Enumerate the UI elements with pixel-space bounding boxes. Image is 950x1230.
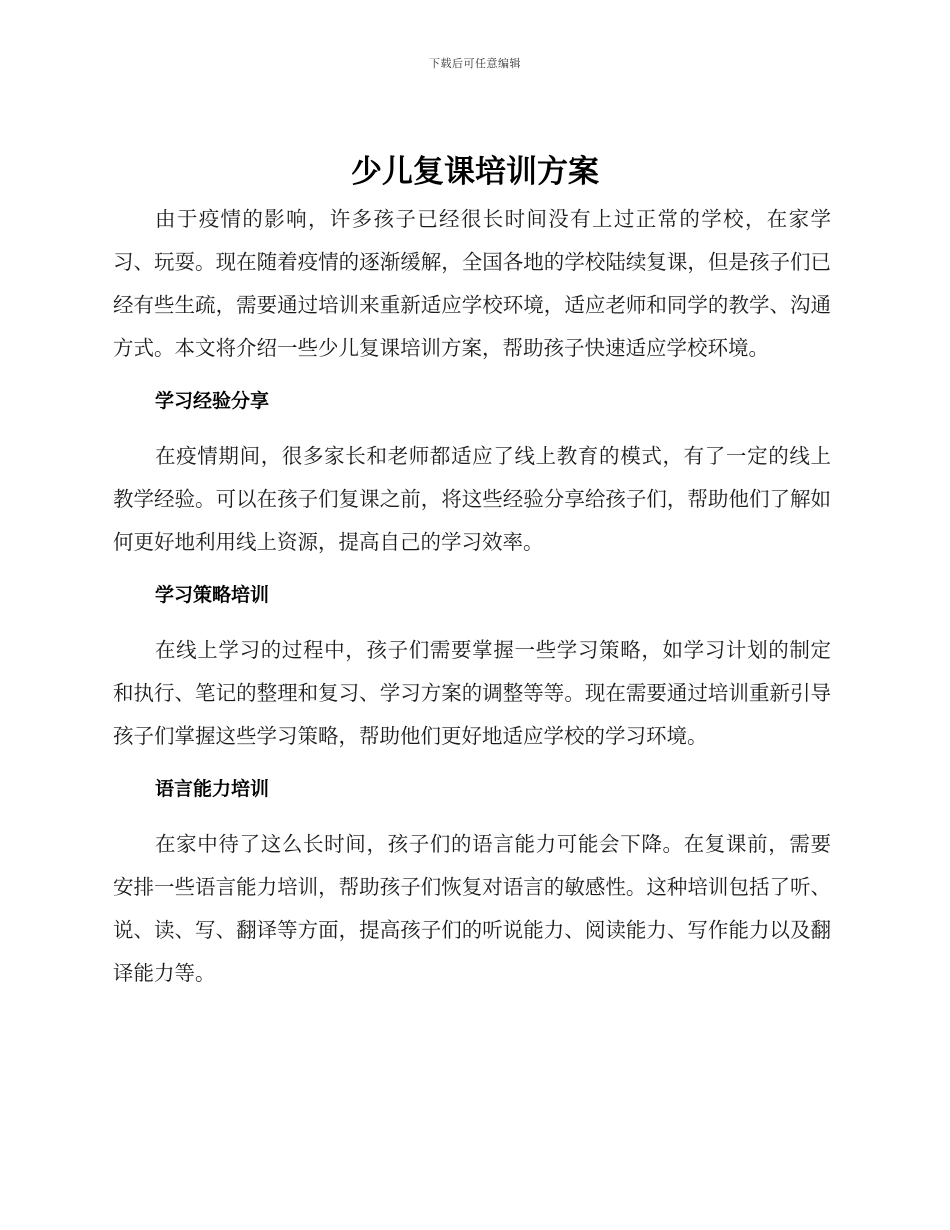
page-title: 少儿复课培训方案 [351,154,599,190]
section-heading-experience: 学习经验分享 [155,390,270,412]
document-body [113,198,831,995]
section-body-language: 在家中待了这么长时间，孩子们的语言能力可能会下降。在复课前，需要安排一些语言能力培训，帮助孩子们恢复对语言的敏感性。这种培训包括了听、说、读、写、翻译等方面，提高孩子们的听说能力、阅读能力、写作能力以及翻译能力等。 [113,832,831,985]
section-body-strategy: 在线上学习的过程中，孩子们需要掌握一些学习策略，如学习计划的制定和执行、笔记的整理和复习、学习方案的调整等等。现在需要通过培训重新引导孩子们掌握这些学习策略，帮助他们更好地适应学校的学习环境。 [113,638,831,748]
intro-paragraph: 由于疫情的影响，许多孩子已经很长时间没有上过正常的学校，在家学习、玩耍。现在随着疫情的逐渐缓解，全国各地的学校陆续复课，但是孩子们已经有些生疏，需要通过培训来重新适应学校环境，适应老师和同学的教学、沟通方式。本文将介绍一些少儿复课培训方案，帮助孩子快速适应学校环境。 [113,207,831,360]
section-heading-language: 语言能力培训 [155,778,270,800]
header-note: 下载后可任意编辑 [429,57,521,70]
section-body-experience: 在疫情期间，很多家长和老师都适应了线上教育的模式，有了一定的线上教学经验。可以在孩子们复课之前，将这些经验分享给孩子们，帮助他们了解如何更好地利用线上资源，提高自己的学习效率。 [113,444,831,554]
section-heading-strategy: 学习策略培训 [155,584,270,606]
